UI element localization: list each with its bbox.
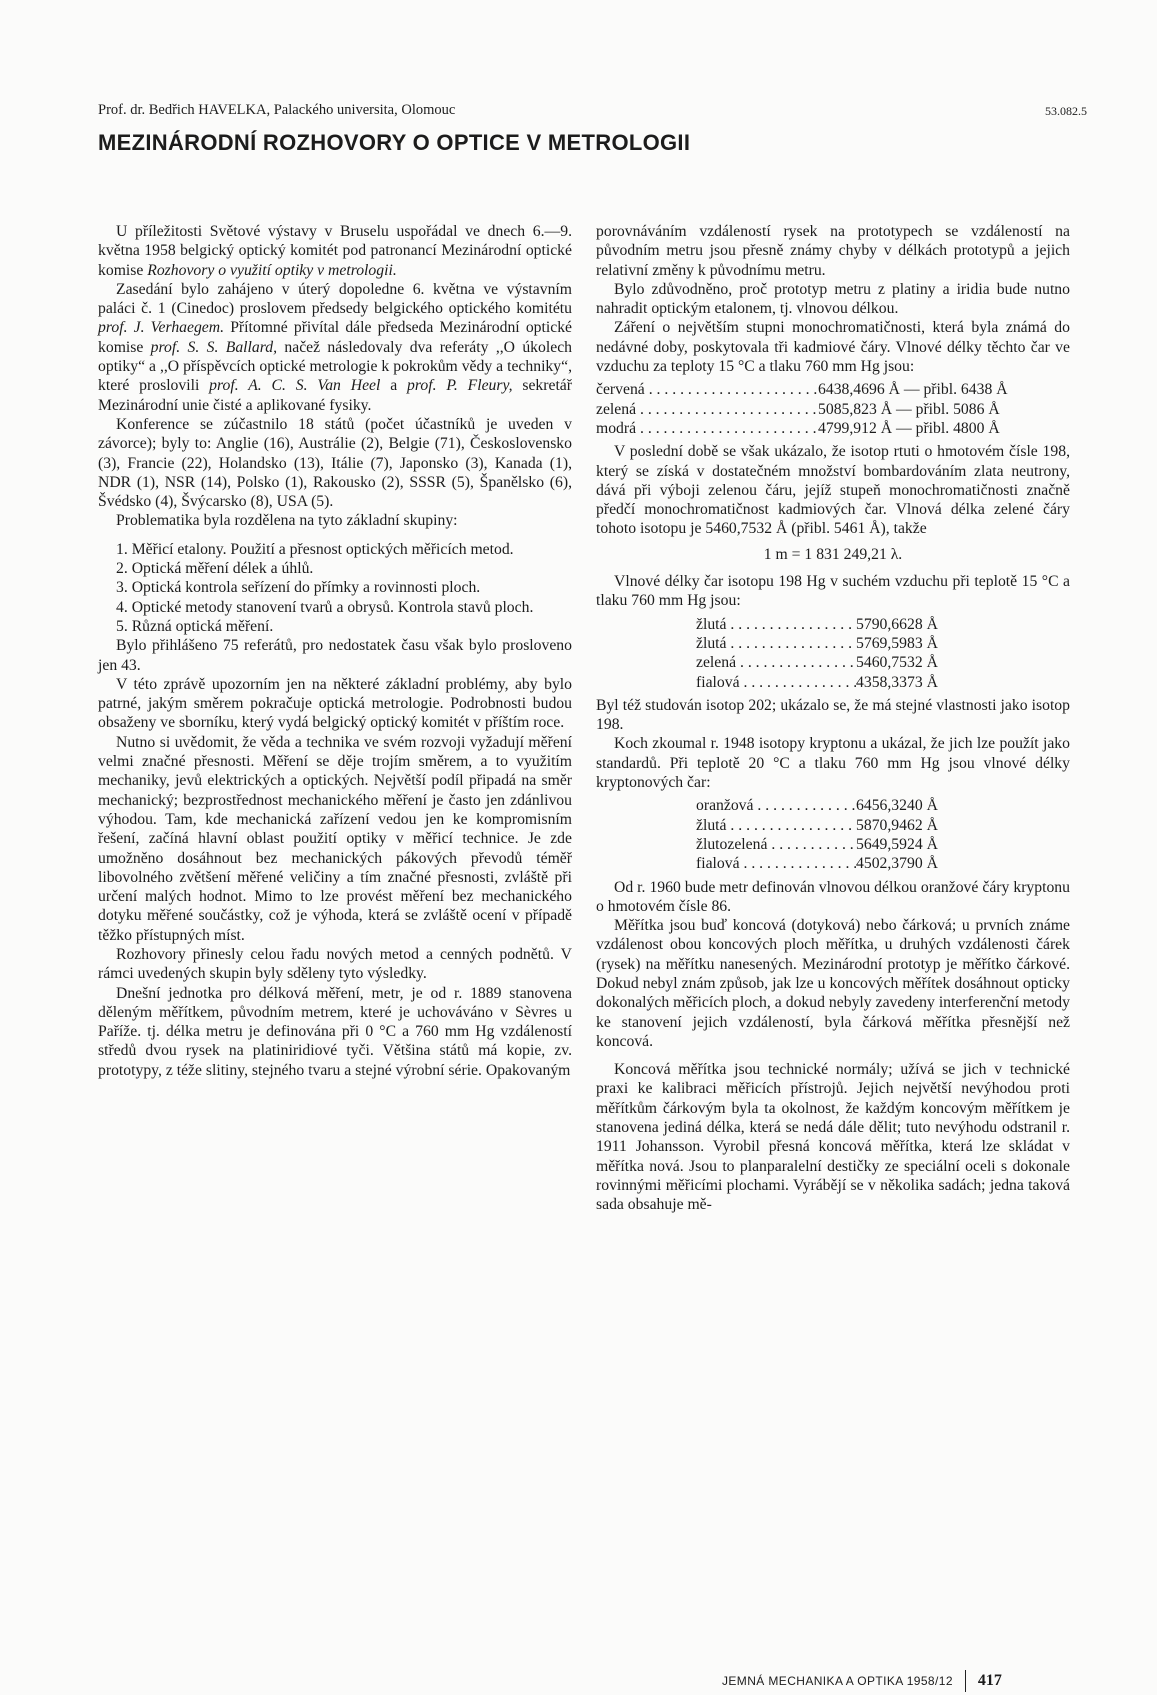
line-value: 5790,6628 Å bbox=[856, 615, 938, 633]
line-value: 5085,823 Å — přibl. 5086 Å bbox=[818, 400, 1000, 418]
person-name: prof. A. C. S. Van Heel bbox=[209, 377, 381, 395]
cadmium-lines-table bbox=[596, 380, 1070, 438]
line-value: 4358,3373 Å bbox=[856, 673, 938, 691]
list-item: 3. Optická kontrola seřízení do přímky a rovinnosti ploch. bbox=[116, 579, 481, 597]
text-span: U příležitosti Světové výstavy v Bruselu uspořádal ve dnech 6.—9. května 1958 belgický optický komitét pod patronancí Mezinárodní optické komise bbox=[98, 223, 572, 279]
line-name: žlutá . . . bbox=[696, 615, 856, 634]
paragraph: Záření o největším stupni monochromatičnosti, která byla známá do nedávné doby, poskytovala tři kadmiové čáry. Vlnové délky těchto čar ve vzduchu za teploty 15 °C a tlaku 760 mm Hg jsou: bbox=[596, 319, 1070, 376]
line-value: 4502,3790 Å bbox=[856, 855, 938, 873]
mercury-lines-table bbox=[696, 615, 1070, 692]
text-span: načež následovaly dva referáty ,,O úkolech optiky“ a ,,O příspěvcích optické metrologie k pokrokům vědy a techniky“, které proslovili bbox=[98, 338, 573, 395]
paragraph: Bylo přihlášeno 75 referátů, pro nedostatek času však bylo prosloveno jen 43. bbox=[98, 637, 572, 674]
text-span: Zasedání bylo zahájeno v úterý dopoledne 6. května ve výstavním paláci č. 1 (Cinedoc) proslovem předsedy belgického optického komitétu bbox=[98, 280, 572, 318]
text-span: Přítomné přivítal dále předseda Mezinárodní optické komise bbox=[98, 319, 572, 356]
paragraph: Bylo zdůvodněno, proč prototyp metru z platiny a iridia bude nutno nahradit optickým etalonem, tj. vlnovou délkou. bbox=[596, 280, 1070, 318]
paragraph: Problematika byla rozdělena na tyto základní skupiny: bbox=[116, 512, 458, 530]
formula: 1 m = 1 831 249,21 λ. bbox=[763, 545, 903, 563]
person-name: prof. J. Verhaegem. bbox=[98, 319, 225, 337]
article-title: MEZINÁRODNÍ ROZHOVORY O OPTICE V METROLOGII bbox=[98, 130, 691, 155]
italic-title: Rozhovory o využití optiky v metrologii. bbox=[147, 261, 397, 279]
author-byline: Prof. dr. Bedřich HAVELKA, Palackého universita, Olomouc bbox=[98, 102, 456, 118]
paragraph: Koncová měřítka jsou technické normály; užívá se jich v technické praxi ke kalibraci měřicích přístrojů. Jejich největší nevýhodou proti měřítkům čárkovým byla ta okolnost, že každým koncovým měřítkem je stanovena jediná délka, která se nedá dále dělit; tuto nevýhodu odstranil r. 1911 Johansson. Vyrobil přesná koncová měřítka, která lze skládat v měřítka nová. Jsou to planparalelní destičky ze speciální oceli s dokonale rovinnými měřicími plochami. Vyrábějí se v několika sadách; jedna taková sada obsahuje mě- bbox=[596, 1061, 1070, 1214]
line-value: 5769,5983 Å bbox=[856, 634, 938, 652]
line-name: fialová . . . bbox=[696, 673, 856, 692]
paragraph bbox=[98, 222, 572, 280]
line-value: 6438,4696 Å — přibl. 6438 Å bbox=[818, 381, 1008, 399]
line-name: modrá . . . bbox=[596, 419, 818, 438]
text-span: sekretář Mezinárodní unie čisté a aplikované fysiky. bbox=[98, 377, 572, 414]
line-name: oranžová . . . bbox=[696, 796, 856, 815]
line-value: 4799,912 Å — přibl. 4800 Å bbox=[818, 419, 1000, 437]
paragraph: Nutno si uvědomit, že věda a technika ve svém rozvoji vyžadují měření velmi značné přesnosti. Měření se děje trojím směrem, a to využitím mechaniky, jevů elektrických a optických. Největší podíl připadá na směr mechanický; bezprostřednost mechanického měření je často jen zdánlivou výhodou. Tam, kde mechanická zařízení vedou jen ke kompromisním řešení, začíná hlavní oblast použití optiky v měřicí technice. Je zde umožněno dosáhnout bez mechanických pákových převodů téměř libovolného zvětšení měřené veličiny a tím značné přesnosti, zvláště při určení malých hodnot. Mimo to lze provést měření bez mechanického dotyku měřené součástky, což je výhoda, která se zvláště ocení v případě těžko přístupných míst. bbox=[98, 733, 572, 944]
page-footer bbox=[722, 1670, 1122, 1692]
journal-name: JEMNÁ MECHANIKA A OPTIKA 1958/12 bbox=[722, 1674, 953, 1688]
text-span: a bbox=[380, 377, 407, 395]
line-name: žlutá . . . bbox=[696, 816, 856, 835]
line-name: zelená . . . bbox=[596, 400, 818, 419]
line-value: 6456,3240 Å bbox=[856, 797, 938, 815]
classification-code: 53.082.5 bbox=[1045, 104, 1087, 118]
line-value: 5649,5924 Å bbox=[856, 835, 938, 853]
paragraph: Konference se zúčastnilo 18 států (počet účastníků je uveden v závorce); byly to: Anglie (16), Austrálie (2), Belgie (71), Československo (3), Francie (22), Holandsko (13), Itálie (7), Japonsko (3), Kanada (1), NDR (1), NSR (14), Polsko (1), Rakousko (2), SSSR (5), Španělsko (6), Švédsko (4), Švýcarsko (8), USA (5). bbox=[98, 415, 572, 511]
krypton-lines-table bbox=[696, 796, 1070, 873]
line-value: 5460,7532 Å bbox=[856, 654, 938, 672]
paragraph: V této zprávě upozorním jen na některé základní problémy, aby bylo patrné, jakým směrem pokračuje optická metrologie. Podrobnosti budou obsaženy ve sborníku, který vydá belgický optický komitét v příštím roce. bbox=[98, 675, 572, 732]
person-name: prof. S. S. Ballard, bbox=[150, 338, 278, 356]
paragraph: Měřítka jsou buď koncová (dotyková) nebo čárková; u prvních známe vzdálenost obou koncových ploch měřítka, u druhých vzdálenosti čárek (rysek) na měřítku nanesených. Mezinárodní prototyp je měřítko čárkové. Dokud nebyl znám způsob, jak lze u koncových měřítek dosáhnout opticky dokonalých měřicích ploch, a dokud nebyly zavedeny interferenční metody ke stanovení jejich vzdáleností, byla čárková měřítka přesnější než koncová. bbox=[596, 917, 1070, 1050]
line-name: fialová . . . bbox=[696, 854, 856, 873]
list-item: 4. Optické metody stanovení tvarů a obrysů. Kontrola stavů ploch. bbox=[116, 598, 534, 616]
paragraph bbox=[98, 280, 572, 415]
footer-divider bbox=[965, 1670, 966, 1692]
paragraph: porovnáváním vzdáleností rysek na prototypech se vzdáleností na původním metru jsou přesně známy chyby v délkách prototypů a jejich relativní změny k původnímu metru. bbox=[596, 223, 1070, 279]
line-name: zelená . . . bbox=[696, 653, 856, 672]
paragraph: Koch zkoumal r. 1948 isotopy kryptonu a ukázal, že jich lze použít jako standardů. Při teplotě 20 °C a tlaku 760 mm Hg jsou vlnové délky kryptonových čar: bbox=[596, 735, 1070, 792]
list-item: 2. Optická měření délek a úhlů. bbox=[116, 560, 314, 578]
right-column bbox=[596, 222, 1070, 1215]
paragraph: V poslední době se však ukázalo, že isotop rtuti o hmotovém čísle 198, který se získá v dostatečném množství bombardováním zlata neutrony, dává při výboji zelenou čáru, jejíž stupeň monochromatičnosti značně předčí monochromatičnost kadmiových čar. Vlnová délka zelené čáry tohoto isotopu je 5460,7532 Å (přibl. 5461 Å), takže bbox=[596, 443, 1070, 538]
paragraph: Rozhovory přinesly celou řadu nových metod a cenných podnětů. V rámci uvedených skupin byly sděleny tyto výsledky. bbox=[98, 945, 572, 983]
list-item: 1. Měřicí etalony. Použití a přesnost optických měřicích metod. bbox=[116, 540, 514, 558]
paragraph: Byl též studován isotop 202; ukázalo se, že má stejné vlastnosti jako isotop 198. bbox=[596, 696, 1070, 734]
paragraph: Od r. 1960 bude metr definován vlnovou délkou oranžové čáry kryptonu o hmotovém čísle 86. bbox=[596, 878, 1070, 915]
page-number: 417 bbox=[977, 1672, 1002, 1689]
line-name: žlutozelená . . . bbox=[696, 835, 856, 854]
left-column bbox=[98, 222, 572, 1080]
line-name: žlutá . . . bbox=[696, 634, 856, 653]
line-name: červená . . . bbox=[596, 380, 818, 399]
person-name: prof. P. Fleury, bbox=[407, 377, 513, 395]
paragraph: Vlnové délky čar isotopu 198 Hg v suchém vzduchu při teplotě 15 °C a tlaku 760 mm Hg jsou: bbox=[596, 573, 1070, 610]
list-item: 5. Různá optická měření. bbox=[116, 617, 274, 635]
paragraph: Dnešní jednotka pro délková měření, metr, je od r. 1889 stanovena děleným měřítkem, původním metrem, které je uchováváno v Sèvres u Paříže. tj. délka metru je definována při 0 °C a 760 mm Hg vzdáleností středů dvou rysek na platiniridiové tyči. Většina států má kopie, zv. prototypy, z téže slitiny, stejného tvaru a stejné výrobní série. Opakovaným bbox=[98, 984, 572, 1079]
line-value: 5870,9462 Å bbox=[856, 816, 938, 834]
